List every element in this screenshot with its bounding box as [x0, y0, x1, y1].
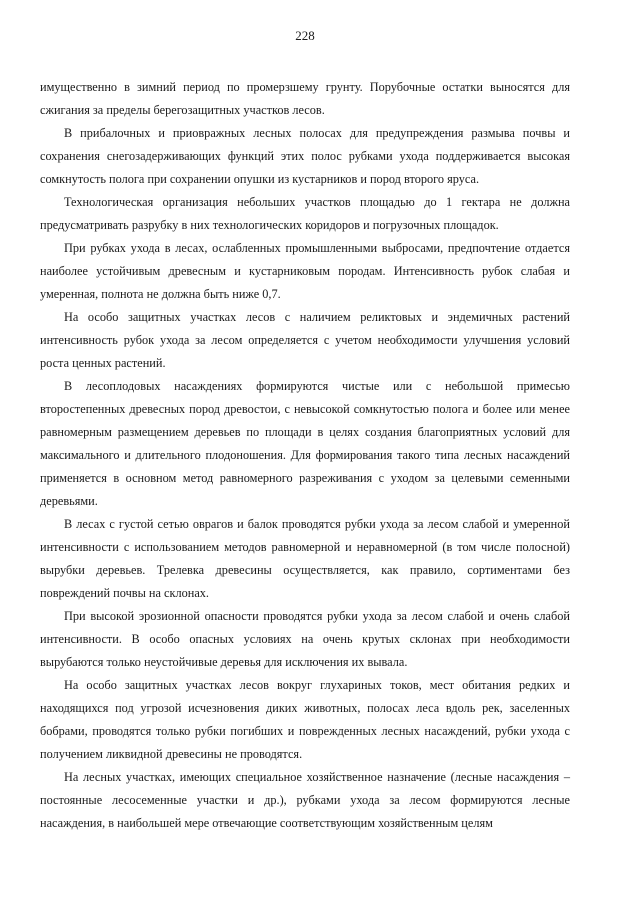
page-number: 228 [295, 28, 315, 43]
paragraph: Технологическая организация небольших участков площадью до 1 гектара не должна предусматривать разрубку в них технологических коридоров и погрузочных площадок. [40, 195, 570, 232]
paragraph: В прибалочных и приовражных лесных полосах для предупреждения размыва почвы и сохранения снегозадерживающих функций этих полос рубками ухода поддерживается высокая сомкнутость полога при сохранении опушки из кустарников и пород второго яруса. [40, 126, 570, 186]
paragraph: В лесоплодовых насаждениях формируются чистые или с небольшой примесью второстепенных древесных пород древостои, с невысокой сомкнутостью полога и более или менее равномерным размещением деревьев по площади в целях создания благоприятных условий для максимального и длительного плодоношения. Для формирования такого типа лесных насаждений применяется в основном метод равномерного разреживания с уходом за целевыми семенными деревьями. [40, 379, 570, 508]
paragraph: На особо защитных участках лесов вокруг глухариных токов, мест обитания редких и находящихся под угрозой исчезновения диких животных, полосах леса вдоль рек, заселенных бобрами, проводятся только рубки погибших и поврежденных лесных насаждений, рубки ухода с получением ликвидной древесины не проводятся. [40, 678, 570, 761]
paragraph-continuation: имущественно в зимний период по промерзшему грунту. Порубочные остатки выносятся для сжигания за пределы берегозащитных участков лесов. [40, 80, 570, 117]
paragraph: В лесах с густой сетью оврагов и балок проводятся рубки ухода за лесом слабой и умеренной интенсивности с использованием методов равномерной и неравномерной (в том числе полосной) вырубки деревьев. Трелевка древесины осуществляется, как правило, сортиментами без повреждений почвы на склонах. [40, 517, 570, 600]
paragraph: На особо защитных участках лесов с наличием реликтовых и эндемичных растений интенсивность рубок ухода за лесом определяется с учетом необходимости улучшения условий роста ценных растений. [40, 310, 570, 370]
paragraph: При рубках ухода в лесах, ослабленных промышленными выбросами, предпочтение отдается наиболее устойчивым древесным и кустарниковым породам. Интенсивность рубок слабая и умеренная, полнота не должна быть ниже 0,7. [40, 241, 570, 301]
paragraph: На лесных участках, имеющих специальное хозяйственное назначение (лесные насаждения – постоянные лесосеменные участки и др.), рубками ухода за лесом формируются лесные насаждения, в наибольшей мере отвечающие соответствующим хозяйственным целям [40, 770, 570, 830]
document-page [40, 28, 570, 835]
paragraph: При высокой эрозионной опасности проводятся рубки ухода за лесом слабой и очень слабой интенсивности. В особо опасных условиях на очень крутых склонах при необходимости вырубаются только неустойчивые деревья для исключения их вывала. [40, 609, 570, 669]
